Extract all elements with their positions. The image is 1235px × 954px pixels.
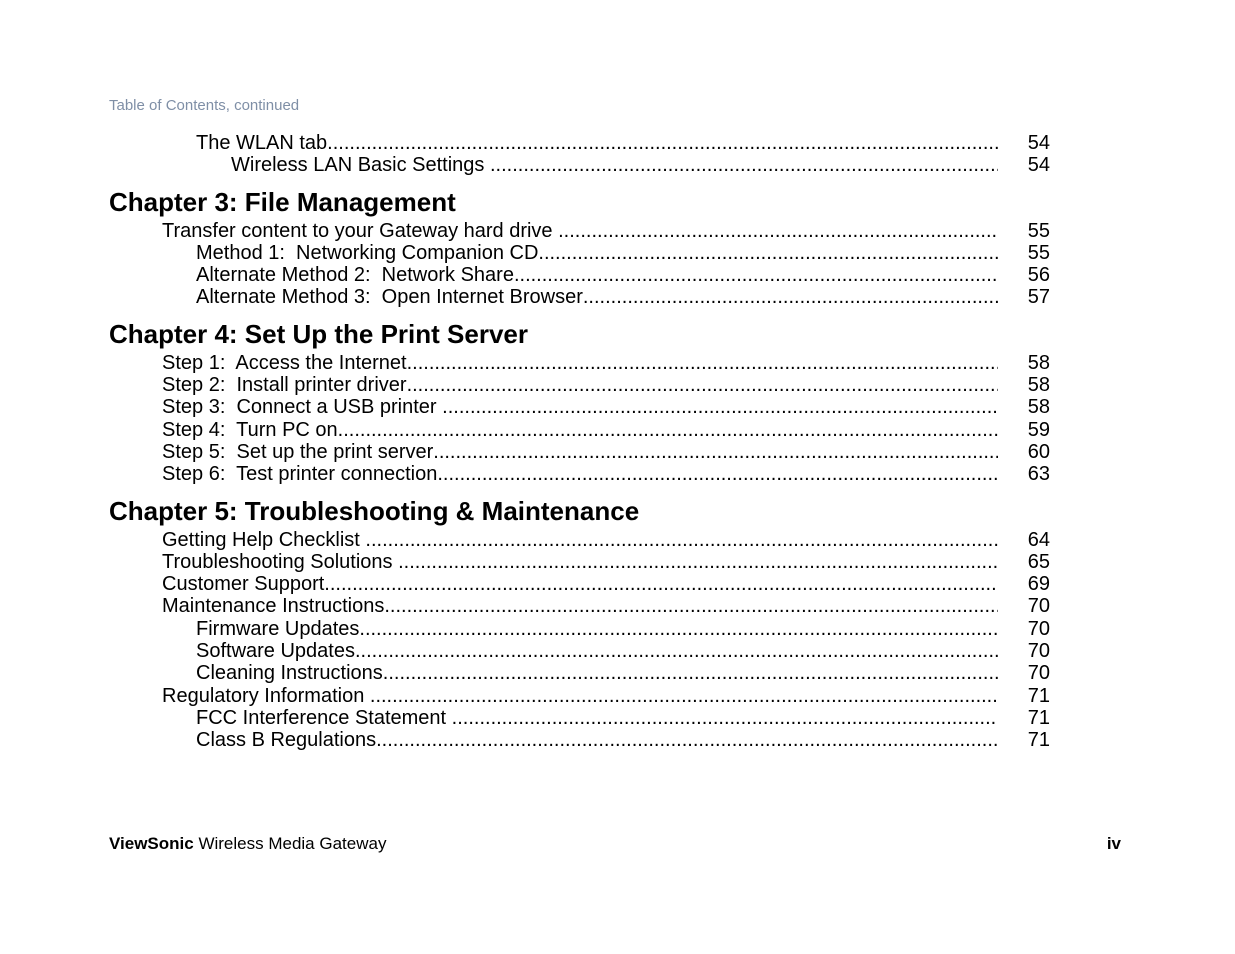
dot-leader (365, 529, 998, 551)
toc-entry-title: Troubleshooting Solutions (162, 550, 399, 573)
toc-entry-page: 58 (1027, 351, 1050, 374)
toc-entry-title: Customer Support (162, 573, 325, 596)
toc-entry[interactable] (109, 529, 1050, 551)
toc-entry-title: Getting Help Checklist (162, 528, 366, 551)
toc-entry[interactable] (109, 729, 1050, 751)
toc-entry-title: FCC Interference Statement (196, 706, 452, 729)
toc-entry[interactable] (109, 220, 1050, 242)
running-head: Table of Contents, continued (109, 97, 300, 114)
footer-product-name: Wireless Media Gateway (193, 834, 387, 853)
toc-entry[interactable] (109, 396, 1050, 418)
dot-leader (359, 618, 998, 640)
toc-entry-title: Alternate Method 2: Network Share (196, 264, 514, 287)
toc-entry-page: 71 (1027, 684, 1050, 707)
toc-entry-title: Regulatory Information (162, 684, 370, 707)
toc-entry[interactable] (109, 463, 1050, 485)
toc-entry-page: 65 (1027, 550, 1050, 573)
toc-entry[interactable] (109, 573, 1050, 595)
toc-entry-page: 63 (1027, 463, 1050, 486)
toc-entry[interactable] (109, 154, 1050, 176)
dot-leader (384, 595, 998, 617)
toc-entry-title: Cleaning Instructions (196, 662, 383, 685)
toc-entry-page: 55 (1027, 219, 1050, 242)
dot-leader (370, 685, 998, 707)
toc-entry-page: 70 (1027, 595, 1050, 618)
dot-leader (514, 264, 998, 286)
toc-entry-page: 59 (1027, 418, 1050, 441)
toc-entry-title: Wireless LAN Basic Settings (231, 154, 490, 177)
toc-entry[interactable] (109, 352, 1050, 374)
page-footer (109, 834, 1121, 854)
dot-leader (324, 573, 998, 595)
toc-entry[interactable] (109, 132, 1050, 154)
toc-entry-page: 58 (1027, 396, 1050, 419)
toc-entry-title: Maintenance Instructions (162, 595, 385, 618)
page-number: iv (1106, 834, 1121, 853)
dot-leader (338, 419, 998, 441)
chapter-heading: Chapter 3: File Management (109, 186, 456, 217)
dot-leader (376, 729, 998, 751)
toc-entry-title: Class B Regulations (196, 729, 377, 752)
toc-entry-title: Transfer content to your Gateway hard drive (162, 219, 559, 242)
toc-entry-title: Step 2: Install printer driver (162, 374, 407, 397)
toc-entry-title: Alternate Method 3: Open Internet Browser (196, 286, 583, 309)
chapter-heading: Chapter 5: Troubleshooting & Maintenance (109, 495, 640, 526)
toc-entry-page: 70 (1027, 617, 1050, 640)
footer-product (109, 834, 386, 854)
dot-leader (383, 662, 998, 684)
toc-entry[interactable] (109, 286, 1050, 308)
toc-entry-page: 71 (1027, 706, 1050, 729)
toc-entry[interactable] (109, 595, 1050, 617)
toc-entry[interactable] (109, 618, 1050, 640)
toc-entry-title: Method 1: Networking Companion CD (196, 241, 539, 264)
dot-leader (538, 242, 998, 264)
dot-leader (558, 220, 998, 242)
footer-brand: ViewSonic (109, 834, 194, 853)
toc-entry-page: 69 (1027, 573, 1050, 596)
toc-entry-page: 70 (1027, 662, 1050, 685)
dot-leader (327, 132, 998, 154)
toc-entry[interactable] (109, 685, 1050, 707)
toc-entry-title: Step 4: Turn PC on (162, 418, 338, 441)
toc-entry-title: Firmware Updates (196, 617, 360, 640)
chapter-heading: Chapter 4: Set Up the Print Server (109, 318, 528, 349)
table-of-contents (109, 132, 1050, 752)
toc-entry[interactable] (109, 441, 1050, 463)
dot-leader (490, 154, 998, 176)
toc-entry-page: 57 (1027, 286, 1050, 309)
toc-entry[interactable] (109, 264, 1050, 286)
dot-leader (355, 640, 998, 662)
toc-entry[interactable] (109, 419, 1050, 441)
toc-entry-page: 70 (1027, 640, 1050, 663)
dot-leader (583, 286, 998, 308)
toc-entry-title: Step 6: Test printer connection (162, 463, 438, 486)
toc-entry[interactable] (109, 707, 1050, 729)
toc-entry[interactable] (109, 551, 1050, 573)
toc-entry[interactable] (109, 640, 1050, 662)
toc-entry-page: 56 (1027, 264, 1050, 287)
toc-entry-page: 64 (1027, 528, 1050, 551)
toc-entry-page: 58 (1027, 374, 1050, 397)
toc-entry-title: The WLAN tab (196, 132, 328, 154)
toc-entry-title: Step 1: Access the Internet (162, 351, 407, 374)
toc-entry-title: Step 3: Connect a USB printer (162, 396, 443, 419)
toc-entry-page: 54 (1027, 154, 1050, 177)
dot-leader (437, 463, 998, 485)
toc-entry[interactable] (109, 662, 1050, 684)
dot-leader (398, 551, 998, 573)
dot-leader (442, 396, 998, 418)
dot-leader (407, 352, 998, 374)
toc-entry-title: Step 5: Set up the print server (162, 440, 434, 463)
dot-leader (452, 707, 998, 729)
toc-entry[interactable] (109, 374, 1050, 396)
dot-leader (433, 441, 998, 463)
toc-entry-page: 55 (1027, 241, 1050, 264)
toc-entry-page: 60 (1027, 440, 1050, 463)
toc-entry-title: Software Updates (196, 640, 355, 663)
toc-entry-page: 71 (1027, 729, 1050, 752)
toc-entry[interactable] (109, 242, 1050, 264)
toc-entry-page: 54 (1027, 132, 1050, 154)
dot-leader (407, 374, 998, 396)
